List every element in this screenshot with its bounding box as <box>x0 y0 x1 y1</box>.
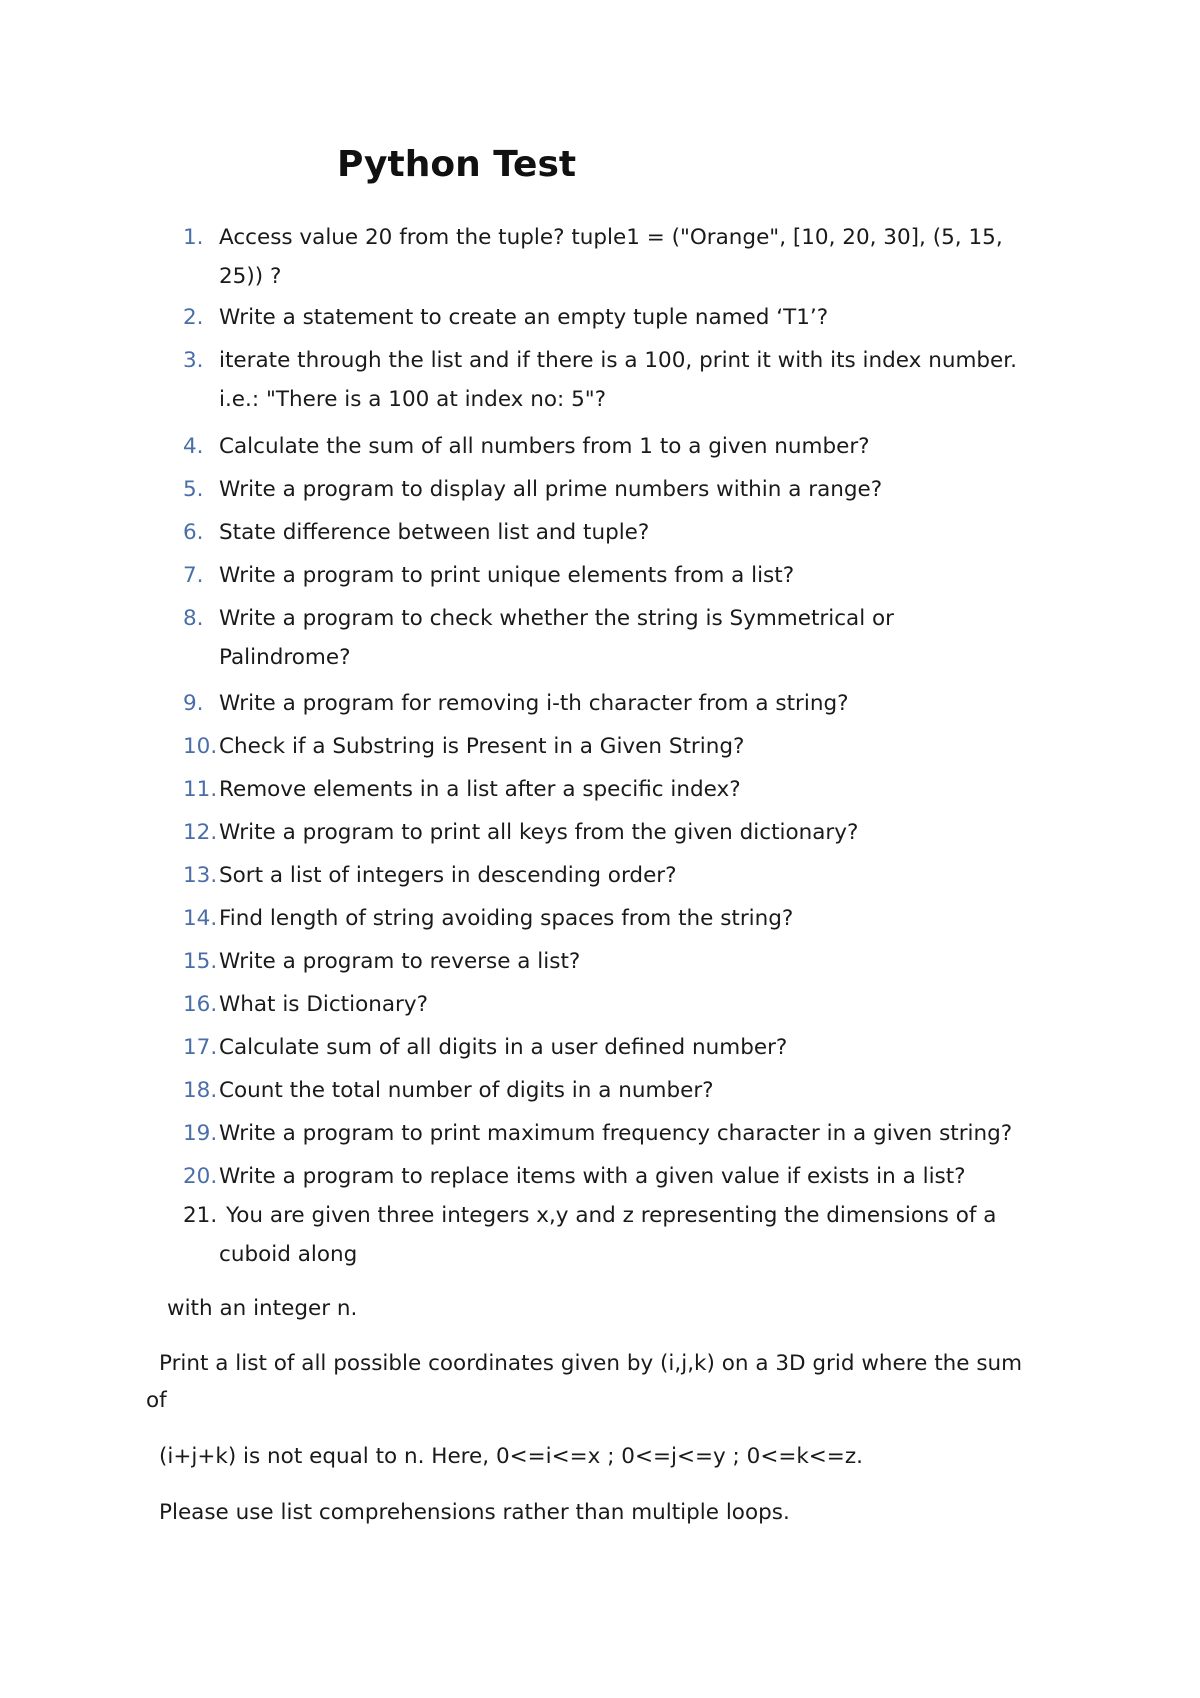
paragraph: with an integer n. <box>167 1296 358 1321</box>
item-number: 15. <box>183 949 218 974</box>
item-text-line: 25)) ? <box>219 264 282 289</box>
item-text <box>219 599 1059 677</box>
item-number: 4. <box>183 434 204 459</box>
item-number: 17. <box>183 1035 218 1060</box>
item-text: Write a program to print unique elements from a list? <box>219 563 795 588</box>
item-text: Write a program to reverse a list? <box>219 949 581 974</box>
item-text-line: cuboid along <box>219 1242 358 1267</box>
paragraph-line: of <box>146 1388 167 1413</box>
item-text: Write a program to print all keys from the given dictionary? <box>219 820 859 845</box>
item-number: 12. <box>183 820 218 845</box>
item-number: 11. <box>183 777 218 802</box>
paragraph-line: Print a list of all possible coordinates given by (i,j,k) on a 3D grid where the sum <box>159 1351 1023 1376</box>
document-title: Python Test <box>337 144 577 185</box>
item-text-line: iterate through the list and if there is a 100, print it with its index number. <box>219 348 1017 373</box>
item-number: 2. <box>183 305 204 330</box>
item-text <box>219 218 1059 296</box>
item-number: 21. <box>183 1203 218 1228</box>
paragraph: Please use list comprehensions rather than multiple loops. <box>159 1500 790 1525</box>
item-text <box>219 1196 1059 1274</box>
item-number: 1. <box>183 225 204 250</box>
item-number: 5. <box>183 477 204 502</box>
item-text-line: i.e.: "There is a 100 at index no: 5"? <box>219 387 607 412</box>
item-text: Write a program to print maximum frequency character in a given string? <box>219 1121 1013 1146</box>
paragraph: (i+j+k) is not equal to n. Here, 0<=i<=x ; 0<=j<=y ; 0<=k<=z. <box>159 1444 863 1469</box>
item-text: Calculate sum of all digits in a user defined number? <box>219 1035 788 1060</box>
item-text <box>219 341 1059 419</box>
item-text-line: You are given three integers x,y and z representing the dimensions of a <box>226 1203 997 1228</box>
item-text: Write a program to display all prime numbers within a range? <box>219 477 883 502</box>
item-number: 6. <box>183 520 204 545</box>
item-number: 10. <box>183 734 218 759</box>
item-number: 3. <box>183 348 204 373</box>
item-number: 14. <box>183 906 218 931</box>
item-text: Write a program to replace items with a given value if exists in a list? <box>219 1164 966 1189</box>
item-text-line: Palindrome? <box>219 645 351 670</box>
item-text: Count the total number of digits in a number? <box>219 1078 714 1103</box>
item-text: Find length of string avoiding spaces from the string? <box>219 906 794 931</box>
paragraph <box>146 1345 1076 1419</box>
item-text: What is Dictionary? <box>219 992 429 1017</box>
item-text-line: Write a program to check whether the string is Symmetrical or <box>219 606 895 631</box>
item-text: Check if a Substring is Present in a Given String? <box>219 734 745 759</box>
item-text: State difference between list and tuple? <box>219 520 650 545</box>
item-text: Write a program for removing i-th character from a string? <box>219 691 849 716</box>
item-number: 9. <box>183 691 204 716</box>
item-text: Remove elements in a list after a specific index? <box>219 777 741 802</box>
item-text: Sort a list of integers in descending order? <box>219 863 677 888</box>
item-text: Calculate the sum of all numbers from 1 to a given number? <box>219 434 870 459</box>
item-number: 18. <box>183 1078 218 1103</box>
item-number: 20. <box>183 1164 218 1189</box>
item-number: 16. <box>183 992 218 1017</box>
item-number: 8. <box>183 606 204 631</box>
item-text-line: Access value 20 from the tuple? tuple1 = ("Orange", [10, 20, 30], (5, 15, <box>219 225 1003 250</box>
item-number: 7. <box>183 563 204 588</box>
item-number: 19. <box>183 1121 218 1146</box>
item-text: Write a statement to create an empty tuple named ‘T1’? <box>219 305 829 330</box>
item-number: 13. <box>183 863 218 888</box>
